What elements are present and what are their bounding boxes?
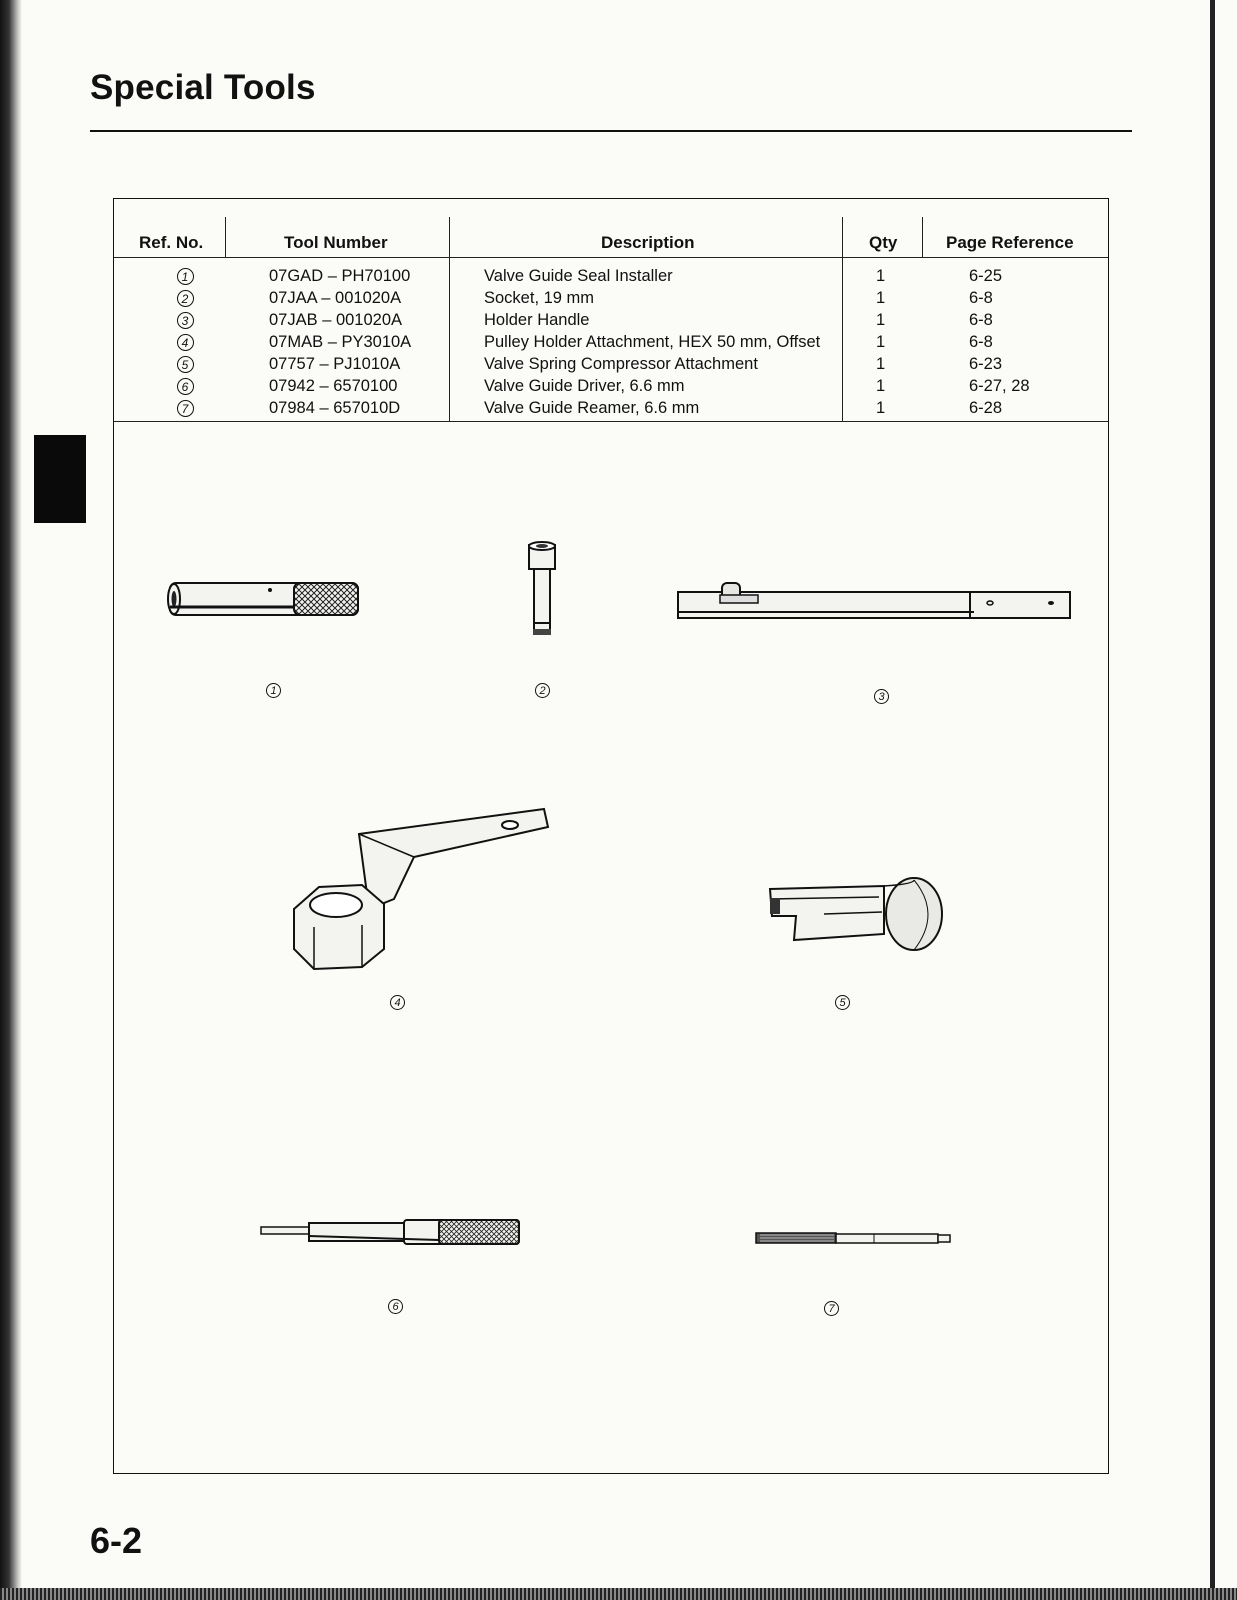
- table-row: [114, 397, 1108, 419]
- description-cell: Valve Guide Reamer, 6.6 mm: [484, 399, 700, 417]
- pulley-holder-attachment-drawing: [274, 799, 564, 979]
- callout-6: 6: [388, 1299, 403, 1314]
- table-row: [114, 287, 1108, 309]
- scan-bottom-edge: [0, 1588, 1237, 1600]
- callout-3: 3: [874, 689, 889, 704]
- page-reference-cell: 6-8: [969, 333, 993, 351]
- tool-number-cell: 07JAB – 001020A: [269, 311, 403, 329]
- table-row: [114, 331, 1108, 353]
- section-tab-marker: [34, 435, 86, 523]
- header-tool-number: Tool Number: [284, 233, 388, 252]
- callout-5: 5: [835, 995, 850, 1010]
- tool-number-cell: 07942 – 6570100: [269, 377, 398, 395]
- description-cell: Holder Handle: [484, 311, 590, 329]
- qty-cell: 1: [876, 355, 886, 373]
- page-reference-cell: 6-8: [969, 289, 993, 307]
- description-cell: Socket, 19 mm: [484, 289, 595, 307]
- ref-number: 2: [177, 290, 194, 307]
- callout-1: 1: [266, 683, 281, 698]
- header-qty: Qty: [869, 233, 898, 252]
- header-page-reference: Page Reference: [946, 233, 1074, 252]
- table-row: [114, 353, 1108, 375]
- description-cell: Pulley Holder Attachment, HEX 50 mm, Offset: [484, 333, 821, 351]
- page-number: 6-2: [90, 1520, 143, 1561]
- qty-cell: 1: [876, 267, 886, 285]
- binder-right-edge: [1210, 0, 1215, 1600]
- ref-number: 5: [177, 356, 194, 373]
- header-ref-no: Ref. No.: [139, 233, 204, 252]
- tools-table-body: [114, 265, 1108, 419]
- column-separator: [225, 217, 226, 257]
- header-rule: [114, 257, 1108, 258]
- tool-number-cell: 07GAD – PH70100: [269, 267, 411, 285]
- page-reference-cell: 6-23: [969, 355, 1003, 373]
- callout-7: 7: [824, 1301, 839, 1316]
- page-reference-cell: 6-28: [969, 399, 1003, 417]
- table-bottom-rule: [114, 421, 1108, 422]
- page-reference-cell: 6-25: [969, 267, 1003, 285]
- ref-number: 1: [177, 268, 194, 285]
- tool-number-cell: 07757 – PJ1010A: [269, 355, 401, 373]
- ref-number: 7: [177, 400, 194, 417]
- valve-guide-seal-installer-drawing: [164, 575, 369, 625]
- description-cell: Valve Guide Driver, 6.6 mm: [484, 377, 685, 395]
- ref-number: 3: [177, 312, 194, 329]
- tool-number-cell: 07MAB – PY3010A: [269, 333, 412, 351]
- callout-2: 2: [535, 683, 550, 698]
- valve-guide-driver-drawing: [259, 1214, 524, 1252]
- valve-guide-reamer-drawing: [754, 1227, 954, 1251]
- tool-number-cell: 07JAA – 001020A: [269, 289, 402, 307]
- qty-cell: 1: [876, 333, 886, 351]
- table-row: [114, 265, 1108, 287]
- socket-19mm-drawing: [524, 539, 560, 643]
- special-tools-box: [113, 198, 1109, 1474]
- qty-cell: 1: [876, 377, 886, 395]
- table-row: [114, 309, 1108, 331]
- page-reference-cell: 6-8: [969, 311, 993, 329]
- valve-spring-compressor-attachment-drawing: [764, 874, 954, 964]
- header-description: Description: [601, 233, 695, 252]
- holder-handle-drawing: [674, 579, 1074, 625]
- column-separator: [922, 217, 923, 257]
- table-row: [114, 375, 1108, 397]
- title-rule: [90, 130, 1132, 132]
- page-reference-cell: 6-27, 28: [969, 377, 1030, 395]
- ref-number: 6: [177, 378, 194, 395]
- qty-cell: 1: [876, 399, 886, 417]
- ref-number: 4: [177, 334, 194, 351]
- qty-cell: 1: [876, 289, 886, 307]
- tool-number-cell: 07984 – 657010D: [269, 399, 401, 417]
- qty-cell: 1: [876, 311, 886, 329]
- page-title: Special Tools: [90, 68, 316, 107]
- scan-left-edge: [0, 0, 22, 1600]
- description-cell: Valve Spring Compressor Attachment: [484, 355, 758, 373]
- description-cell: Valve Guide Seal Installer: [484, 267, 673, 285]
- callout-4: 4: [390, 995, 405, 1010]
